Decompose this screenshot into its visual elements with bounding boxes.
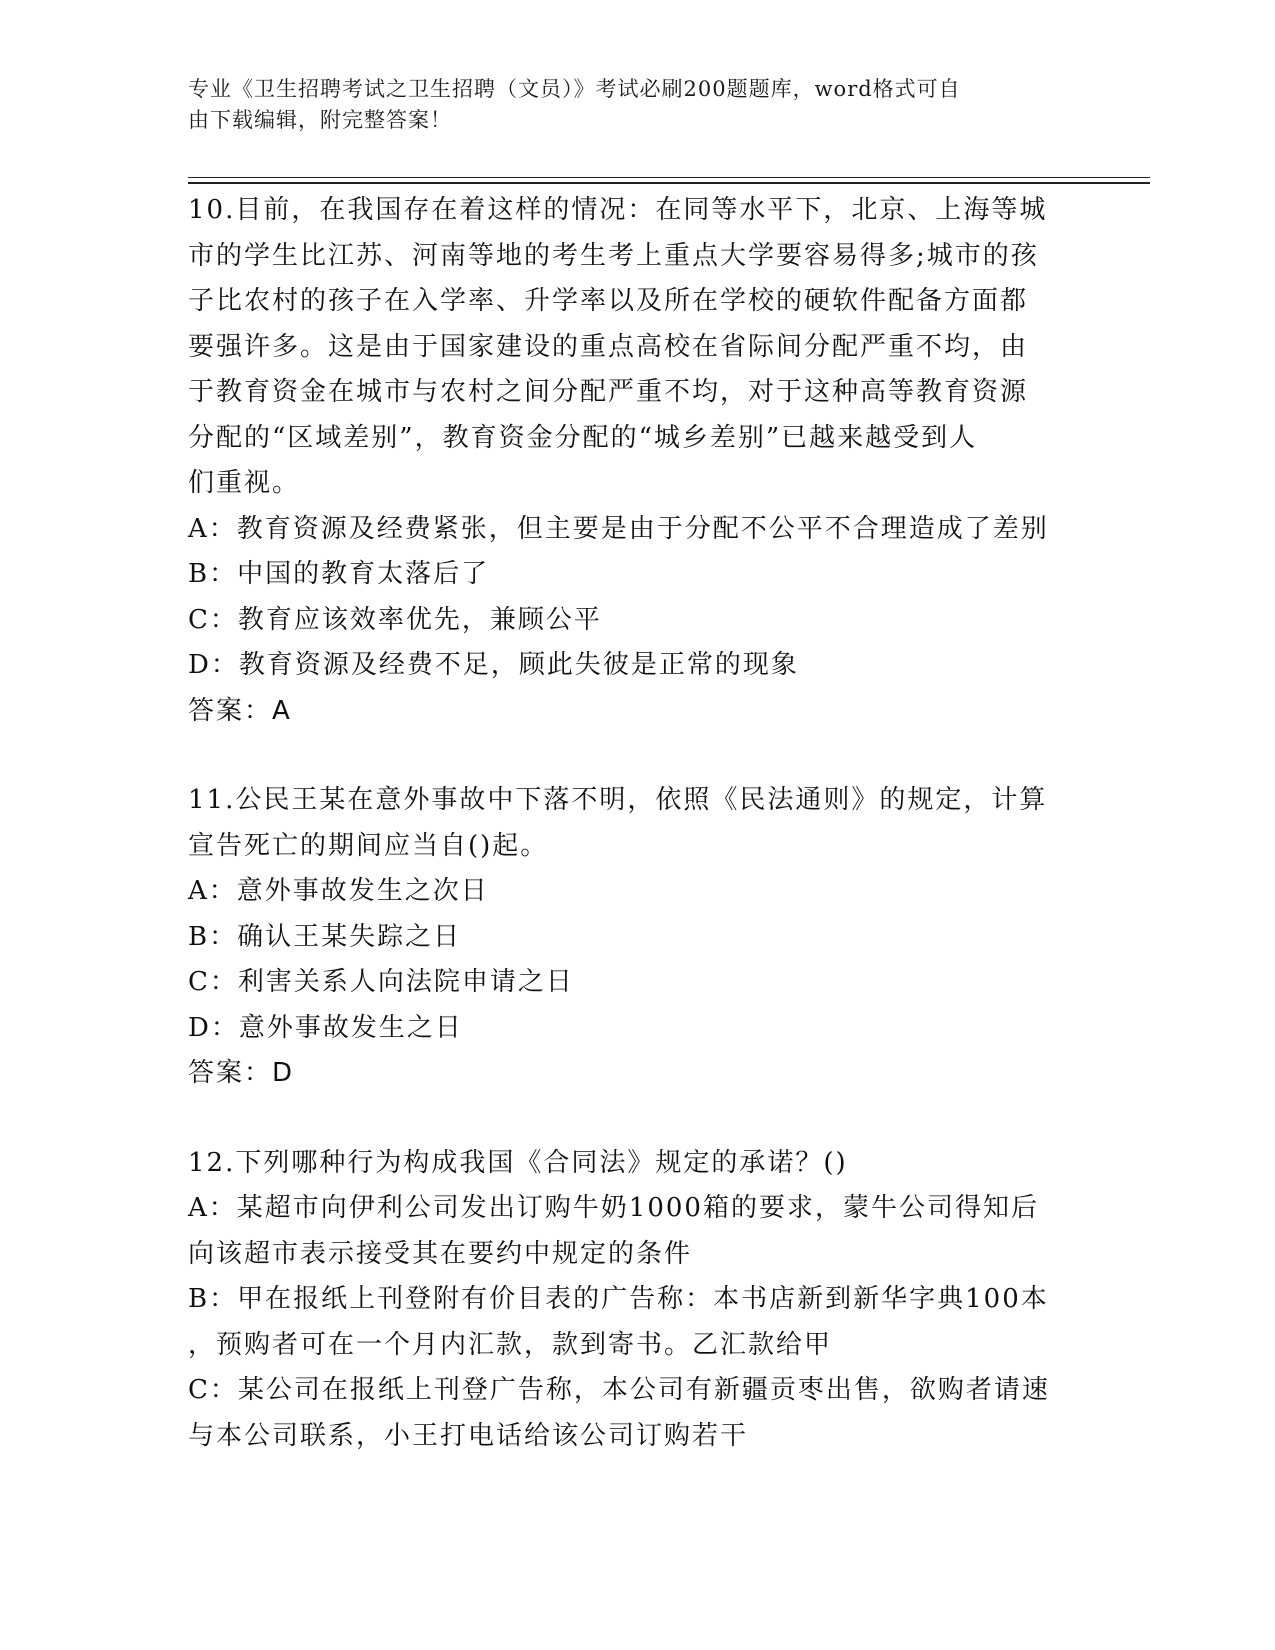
question-12 [188,1141,1088,1460]
option-a: A：意外事故发生之次日 [188,876,489,906]
option-c: C：某公司在报纸上刊登广告称，本公司有新疆贡枣出售，欲购者请速 [188,1375,1050,1405]
option-b: B：中国的教育太落后了 [188,559,490,589]
answer-label: 答案：A [188,695,292,726]
question-stem-line: 子比农村的孩子在入学率、升学率以及所在学校的硬软件配备方面都 [188,286,1029,316]
option-b-continued: ，预购者可在一个月内汇款，款到寄书。乙汇款给甲 [188,1329,833,1360]
answer-label: 答案：D [188,1058,295,1088]
document-header [188,74,1068,136]
question-stem-line: 宣告死亡的期间应当自()起。 [188,830,549,861]
question-11 [188,778,1088,1097]
question-stem-line: 要强许多。这是由于国家建设的重点高校在省际间分配严重不均，由 [188,331,1029,362]
option-c-continued: 与本公司联系，小王打电话给该公司订购若干 [188,1420,749,1451]
header-line: 由下载编辑，附完整答案！ [188,108,452,132]
question-stem-line: 11.公民王某在意外事故中下落不明，依照《民法通则》的规定，计算 [188,785,1048,815]
option-c: C：利害关系人向法院申请之日 [188,967,574,997]
header-divider-thick [188,182,1150,184]
option-b: B：确认王某失踪之日 [188,921,462,952]
option-d: D：教育资源及经费不足，顾此失彼是正常的现象 [188,650,799,680]
option-c: C：教育应该效率优先，兼顾公平 [188,604,602,635]
option-d: D：意外事故发生之日 [188,1012,463,1043]
header-divider-thin [188,177,1150,178]
option-a: A：教育资源及经费紧张，但主要是由于分配不公平不合理造成了差别 [188,513,1049,544]
question-list [188,188,1088,1459]
question-stem-line: 们重视。 [188,468,301,498]
question-stem-line: 10.目前，在我国存在着这样的情况：在同等水平下，北京、上海等城 [188,195,1048,225]
question-10 [188,188,1088,734]
question-stem-line: 于教育资金在城市与农村之间分配严重不均，对于这种高等教育资源 [188,377,1029,407]
question-stem-line: 分配的“区域差别”，教育资金分配的“城乡差别”已越来越受到人 [188,422,978,453]
option-a: A：某超市向伊利公司发出订购牛奶1000箱的要求，蒙牛公司得知后 [188,1193,1039,1223]
option-b: B：甲在报纸上刊登附有价目表的广告称：本书店新到新华字典100本 [188,1284,1049,1314]
header-line: 专业《卫生招聘考试之卫生招聘（文员）》考试必刷200题题库，word格式可自 [188,77,961,101]
question-stem-line: 市的学生比江苏、河南等地的考生考上重点大学要容易得多;城市的孩 [188,240,1039,271]
question-stem-line: 12.下列哪种行为构成我国《合同法》规定的承诺？() [188,1147,848,1178]
option-a-continued: 向该超市表示接受其在要约中规定的条件 [188,1238,693,1269]
